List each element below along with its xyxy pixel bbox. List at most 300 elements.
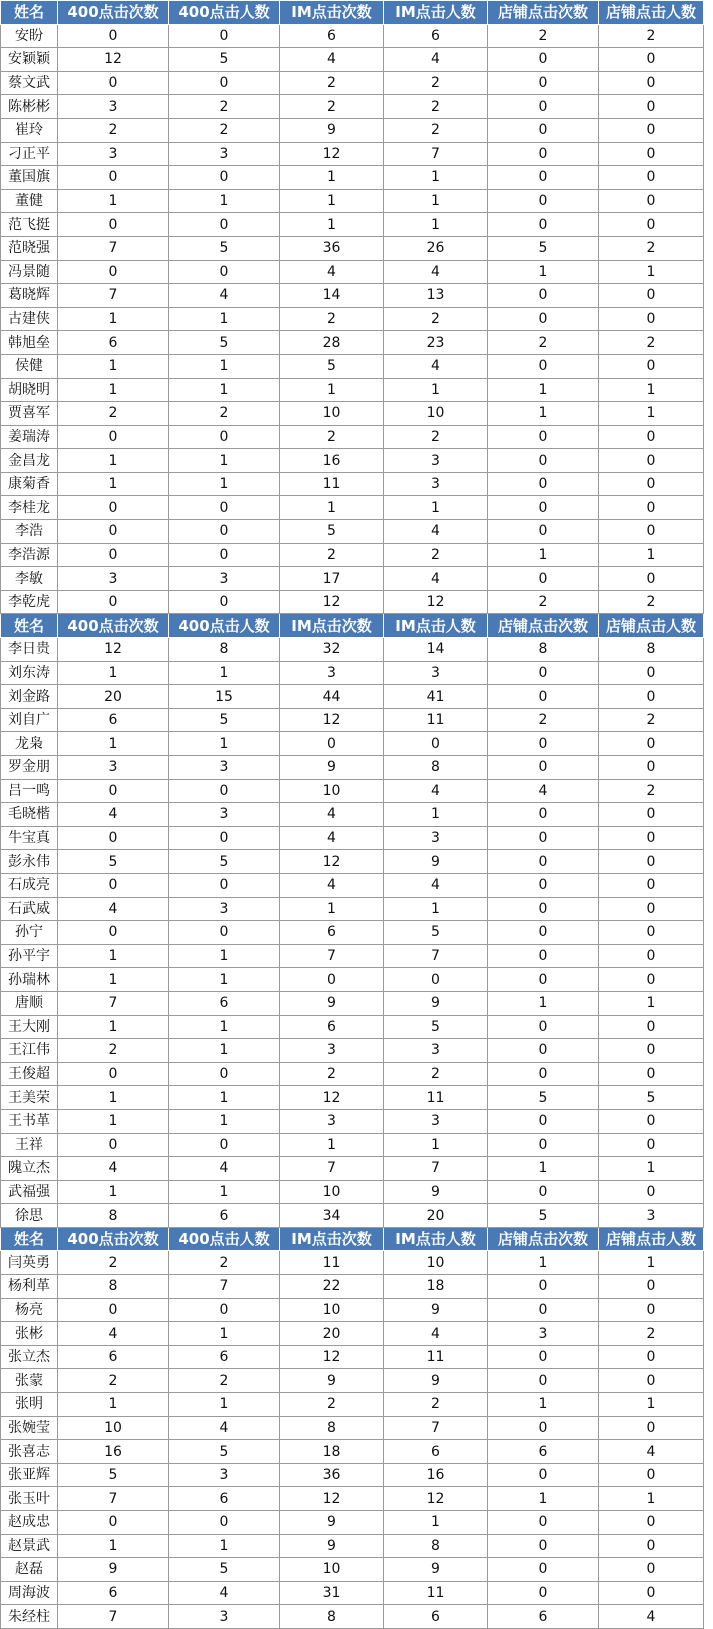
value-cell: 0: [599, 1298, 704, 1322]
value-cell: 5: [169, 48, 280, 72]
value-cell: 0: [488, 1534, 599, 1558]
value-cell: 1: [599, 1393, 704, 1417]
value-cell: 0: [599, 449, 704, 473]
value-cell: 6: [384, 1605, 488, 1629]
table-row: [1, 897, 704, 921]
table-row: [1, 1204, 704, 1228]
value-cell: 1: [384, 1133, 488, 1157]
value-cell: 0: [58, 520, 169, 544]
value-cell: 3: [58, 567, 169, 591]
value-cell: 0: [599, 142, 704, 166]
value-cell: 10: [384, 1251, 488, 1275]
column-header: 400点击人数: [169, 1, 280, 25]
name-cell: 吕一鸣: [1, 779, 58, 803]
value-cell: 0: [58, 873, 169, 897]
value-cell: 7: [280, 1157, 384, 1181]
column-header: IM点击次数: [280, 1227, 384, 1251]
table-row: [1, 1511, 704, 1535]
value-cell: 1: [169, 472, 280, 496]
value-cell: 10: [280, 1558, 384, 1582]
value-cell: 20: [384, 1204, 488, 1228]
value-cell: 5: [169, 1440, 280, 1464]
value-cell: 1: [599, 260, 704, 284]
table-row: [1, 213, 704, 237]
value-cell: 22: [280, 1275, 384, 1299]
value-cell: 8: [280, 1605, 384, 1629]
value-cell: 2: [488, 708, 599, 732]
value-cell: 14: [280, 284, 384, 308]
value-cell: 0: [599, 1039, 704, 1063]
value-cell: 0: [488, 944, 599, 968]
value-cell: 2: [58, 1369, 169, 1393]
value-cell: 4: [280, 803, 384, 827]
value-cell: 1: [280, 897, 384, 921]
table-row: [1, 991, 704, 1015]
value-cell: 5: [488, 1086, 599, 1110]
value-cell: 1: [599, 1251, 704, 1275]
value-cell: 1: [58, 1180, 169, 1204]
value-cell: 36: [280, 1463, 384, 1487]
value-cell: 0: [169, 921, 280, 945]
name-cell: 孙瑞林: [1, 968, 58, 992]
table-row: [1, 850, 704, 874]
value-cell: 2: [488, 24, 599, 48]
name-cell: 毛晓楷: [1, 803, 58, 827]
value-cell: 0: [488, 142, 599, 166]
table-row: [1, 24, 704, 48]
table-row: [1, 638, 704, 662]
value-cell: 0: [58, 260, 169, 284]
value-cell: 2: [599, 779, 704, 803]
value-cell: 0: [384, 968, 488, 992]
name-cell: 赵景武: [1, 1534, 58, 1558]
value-cell: 7: [58, 236, 169, 260]
value-cell: 0: [599, 520, 704, 544]
column-header: IM点击次数: [280, 614, 384, 638]
column-header: 400点击次数: [58, 614, 169, 638]
value-cell: 1: [58, 1393, 169, 1417]
value-cell: 4: [169, 1581, 280, 1605]
value-cell: 3: [169, 897, 280, 921]
table-row: [1, 708, 704, 732]
value-cell: 0: [169, 425, 280, 449]
value-cell: 6: [280, 24, 384, 48]
column-header: 姓名: [1, 614, 58, 638]
value-cell: 7: [384, 1157, 488, 1181]
value-cell: 0: [488, 850, 599, 874]
value-cell: 1: [58, 354, 169, 378]
header-row: [1, 614, 704, 638]
value-cell: 9: [384, 1369, 488, 1393]
value-cell: 7: [384, 142, 488, 166]
value-cell: 8: [488, 638, 599, 662]
value-cell: 0: [488, 826, 599, 850]
value-cell: 0: [169, 590, 280, 614]
value-cell: 1: [599, 543, 704, 567]
name-cell: 闫英勇: [1, 1251, 58, 1275]
value-cell: 0: [599, 873, 704, 897]
value-cell: 1: [280, 1133, 384, 1157]
value-cell: 1: [488, 1157, 599, 1181]
header-row: [1, 1, 704, 25]
name-cell: 安颖颖: [1, 48, 58, 72]
value-cell: 0: [58, 921, 169, 945]
value-cell: 1: [599, 402, 704, 426]
value-cell: 1: [599, 991, 704, 1015]
table-row: [1, 1157, 704, 1181]
value-cell: 6: [58, 1581, 169, 1605]
value-cell: 12: [280, 1487, 384, 1511]
value-cell: 3: [169, 567, 280, 591]
value-cell: 6: [384, 24, 488, 48]
value-cell: 1: [169, 449, 280, 473]
value-cell: 12: [280, 1086, 384, 1110]
value-cell: 4: [384, 873, 488, 897]
value-cell: 0: [599, 213, 704, 237]
value-cell: 4: [169, 1416, 280, 1440]
value-cell: 0: [488, 71, 599, 95]
column-header: IM点击人数: [384, 614, 488, 638]
value-cell: 17: [280, 567, 384, 591]
value-cell: 10: [280, 402, 384, 426]
value-cell: 0: [599, 496, 704, 520]
table-row: [1, 189, 704, 213]
table-row: [1, 1109, 704, 1133]
value-cell: 3: [384, 826, 488, 850]
value-cell: 1: [169, 944, 280, 968]
value-cell: 1: [280, 189, 384, 213]
value-cell: 1: [384, 897, 488, 921]
value-cell: 1: [384, 378, 488, 402]
value-cell: 0: [169, 1133, 280, 1157]
value-cell: 2: [280, 71, 384, 95]
value-cell: 1: [384, 496, 488, 520]
value-cell: 0: [169, 71, 280, 95]
name-cell: 赵成忠: [1, 1511, 58, 1535]
value-cell: 10: [280, 779, 384, 803]
value-cell: 5: [169, 708, 280, 732]
value-cell: 11: [384, 1345, 488, 1369]
value-cell: 0: [169, 260, 280, 284]
table-row: [1, 779, 704, 803]
value-cell: 0: [488, 166, 599, 190]
table-row: [1, 142, 704, 166]
value-cell: 1: [169, 189, 280, 213]
value-cell: 0: [488, 354, 599, 378]
value-cell: 2: [280, 1393, 384, 1417]
value-cell: 0: [488, 1062, 599, 1086]
value-cell: 0: [169, 1062, 280, 1086]
value-cell: 0: [488, 873, 599, 897]
value-cell: 12: [384, 590, 488, 614]
value-cell: 0: [488, 496, 599, 520]
value-cell: 1: [169, 1039, 280, 1063]
value-cell: 2: [280, 307, 384, 331]
value-cell: 5: [384, 1015, 488, 1039]
column-header: 姓名: [1, 1, 58, 25]
value-cell: 0: [488, 95, 599, 119]
table-row: [1, 236, 704, 260]
name-cell: 张亚辉: [1, 1463, 58, 1487]
column-header: 400点击人数: [169, 614, 280, 638]
name-cell: 胡晓明: [1, 378, 58, 402]
table-row: [1, 1416, 704, 1440]
value-cell: 0: [488, 1345, 599, 1369]
value-cell: 1: [169, 1393, 280, 1417]
value-cell: 1: [384, 166, 488, 190]
value-cell: 3: [599, 1204, 704, 1228]
name-cell: 董健: [1, 189, 58, 213]
value-cell: 3: [169, 803, 280, 827]
value-cell: 12: [280, 590, 384, 614]
name-cell: 姜瑞涛: [1, 425, 58, 449]
table-row: [1, 590, 704, 614]
value-cell: 0: [280, 732, 384, 756]
value-cell: 11: [384, 1086, 488, 1110]
value-cell: 9: [384, 1558, 488, 1582]
value-cell: 0: [488, 897, 599, 921]
value-cell: 0: [599, 1369, 704, 1393]
value-cell: 1: [58, 472, 169, 496]
name-cell: 冯景随: [1, 260, 58, 284]
value-cell: 1: [488, 1393, 599, 1417]
table-row: [1, 520, 704, 544]
value-cell: 3: [384, 449, 488, 473]
value-cell: 0: [488, 803, 599, 827]
table-row: [1, 1275, 704, 1299]
table-row: [1, 543, 704, 567]
value-cell: 9: [384, 1180, 488, 1204]
value-cell: 8: [169, 638, 280, 662]
value-cell: 2: [384, 1062, 488, 1086]
value-cell: 0: [488, 1275, 599, 1299]
value-cell: 1: [169, 1109, 280, 1133]
value-cell: 0: [488, 425, 599, 449]
value-cell: 0: [599, 756, 704, 780]
value-cell: 0: [488, 1511, 599, 1535]
column-header: 400点击次数: [58, 1, 169, 25]
value-cell: 0: [488, 661, 599, 685]
value-cell: 0: [488, 307, 599, 331]
value-cell: 16: [384, 1463, 488, 1487]
value-cell: 6: [384, 1440, 488, 1464]
value-cell: 1: [169, 1015, 280, 1039]
value-cell: 0: [599, 850, 704, 874]
table-row: [1, 1581, 704, 1605]
table-row: [1, 1558, 704, 1582]
name-cell: 李日贵: [1, 638, 58, 662]
value-cell: 1: [58, 944, 169, 968]
value-cell: 32: [280, 638, 384, 662]
value-cell: 9: [280, 991, 384, 1015]
value-cell: 1: [58, 968, 169, 992]
value-cell: 0: [599, 567, 704, 591]
value-cell: 12: [280, 1345, 384, 1369]
value-cell: 4: [58, 803, 169, 827]
name-cell: 石成亮: [1, 873, 58, 897]
name-cell: 孙宁: [1, 921, 58, 945]
name-cell: 唐顺: [1, 991, 58, 1015]
value-cell: 7: [58, 991, 169, 1015]
value-cell: 16: [58, 1440, 169, 1464]
name-cell: 张喜志: [1, 1440, 58, 1464]
name-cell: 韩旭垒: [1, 331, 58, 355]
value-cell: 1: [488, 1251, 599, 1275]
value-cell: 0: [599, 1511, 704, 1535]
table-row: [1, 944, 704, 968]
table-row: [1, 331, 704, 355]
value-cell: 11: [384, 1581, 488, 1605]
table-row: [1, 756, 704, 780]
value-cell: 2: [599, 590, 704, 614]
table-row: [1, 1251, 704, 1275]
value-cell: 1: [169, 1086, 280, 1110]
value-cell: 12: [58, 48, 169, 72]
value-cell: 6: [169, 1345, 280, 1369]
name-cell: 朱经柱: [1, 1605, 58, 1629]
value-cell: 6: [488, 1440, 599, 1464]
value-cell: 15: [169, 685, 280, 709]
value-cell: 20: [58, 685, 169, 709]
value-cell: 14: [384, 638, 488, 662]
table-row: [1, 1487, 704, 1511]
table-row: [1, 118, 704, 142]
value-cell: 3: [58, 756, 169, 780]
table-row: [1, 284, 704, 308]
name-cell: 李乾虎: [1, 590, 58, 614]
table-row: [1, 1605, 704, 1629]
value-cell: 0: [58, 166, 169, 190]
value-cell: 0: [58, 425, 169, 449]
value-cell: 0: [58, 779, 169, 803]
value-cell: 11: [384, 708, 488, 732]
value-cell: 0: [169, 543, 280, 567]
value-cell: 7: [169, 1275, 280, 1299]
value-cell: 0: [599, 732, 704, 756]
value-cell: 0: [488, 1109, 599, 1133]
value-cell: 3: [280, 661, 384, 685]
value-cell: 1: [488, 991, 599, 1015]
value-cell: 3: [169, 756, 280, 780]
value-cell: 2: [599, 331, 704, 355]
value-cell: 1: [488, 378, 599, 402]
name-cell: 范飞挺: [1, 213, 58, 237]
value-cell: 0: [488, 213, 599, 237]
value-cell: 2: [280, 425, 384, 449]
value-cell: 0: [599, 1581, 704, 1605]
name-cell: 张婉莹: [1, 1416, 58, 1440]
value-cell: 7: [58, 1605, 169, 1629]
column-header: 店铺点击次数: [488, 1227, 599, 1251]
value-cell: 12: [280, 142, 384, 166]
table-row: [1, 1345, 704, 1369]
value-cell: 0: [488, 1463, 599, 1487]
name-cell: 徐思: [1, 1204, 58, 1228]
value-cell: 0: [599, 118, 704, 142]
table-row: [1, 1180, 704, 1204]
value-cell: 9: [280, 756, 384, 780]
table-row: [1, 921, 704, 945]
value-cell: 0: [169, 1298, 280, 1322]
value-cell: 20: [280, 1322, 384, 1346]
table-row: [1, 1534, 704, 1558]
name-cell: 杨利革: [1, 1275, 58, 1299]
name-cell: 李桂龙: [1, 496, 58, 520]
value-cell: 4: [280, 873, 384, 897]
value-cell: 0: [599, 1109, 704, 1133]
value-cell: 0: [488, 1133, 599, 1157]
name-cell: 武福强: [1, 1180, 58, 1204]
value-cell: 6: [169, 1204, 280, 1228]
value-cell: 0: [599, 803, 704, 827]
value-cell: 2: [488, 590, 599, 614]
value-cell: 0: [58, 1511, 169, 1535]
value-cell: 2: [384, 425, 488, 449]
value-cell: 4: [280, 48, 384, 72]
value-cell: 6: [58, 708, 169, 732]
name-cell: 范晓强: [1, 236, 58, 260]
value-cell: 2: [384, 543, 488, 567]
value-cell: 8: [280, 1416, 384, 1440]
value-cell: 2: [169, 1369, 280, 1393]
name-cell: 侯健: [1, 354, 58, 378]
column-header: 店铺点击人数: [599, 1, 704, 25]
value-cell: 0: [488, 756, 599, 780]
value-cell: 5: [488, 236, 599, 260]
value-cell: 0: [58, 1062, 169, 1086]
value-cell: 0: [599, 472, 704, 496]
table-row: [1, 826, 704, 850]
header-row: [1, 1227, 704, 1251]
value-cell: 23: [384, 331, 488, 355]
value-cell: 31: [280, 1581, 384, 1605]
value-cell: 9: [280, 1511, 384, 1535]
value-cell: 0: [488, 118, 599, 142]
name-cell: 周海波: [1, 1581, 58, 1605]
value-cell: 16: [280, 449, 384, 473]
value-cell: 12: [280, 708, 384, 732]
value-cell: 0: [599, 71, 704, 95]
value-cell: 10: [280, 1298, 384, 1322]
value-cell: 9: [280, 118, 384, 142]
value-cell: 0: [599, 284, 704, 308]
value-cell: 2: [280, 543, 384, 567]
value-cell: 0: [599, 307, 704, 331]
value-cell: 0: [169, 166, 280, 190]
value-cell: 5: [599, 1086, 704, 1110]
value-cell: 0: [58, 1298, 169, 1322]
value-cell: 1: [58, 732, 169, 756]
value-cell: 1: [58, 1109, 169, 1133]
value-cell: 1: [280, 378, 384, 402]
column-header: 姓名: [1, 1227, 58, 1251]
name-cell: 张彬: [1, 1322, 58, 1346]
table-row: [1, 1086, 704, 1110]
value-cell: 0: [58, 213, 169, 237]
column-header: IM点击人数: [384, 1, 488, 25]
table-row: [1, 354, 704, 378]
table-row: [1, 307, 704, 331]
value-cell: 1: [169, 307, 280, 331]
value-cell: 3: [169, 142, 280, 166]
value-cell: 11: [280, 472, 384, 496]
column-header: 店铺点击次数: [488, 614, 599, 638]
value-cell: 4: [384, 354, 488, 378]
value-cell: 0: [599, 685, 704, 709]
value-cell: 0: [488, 48, 599, 72]
value-cell: 0: [599, 189, 704, 213]
table-row: [1, 1015, 704, 1039]
